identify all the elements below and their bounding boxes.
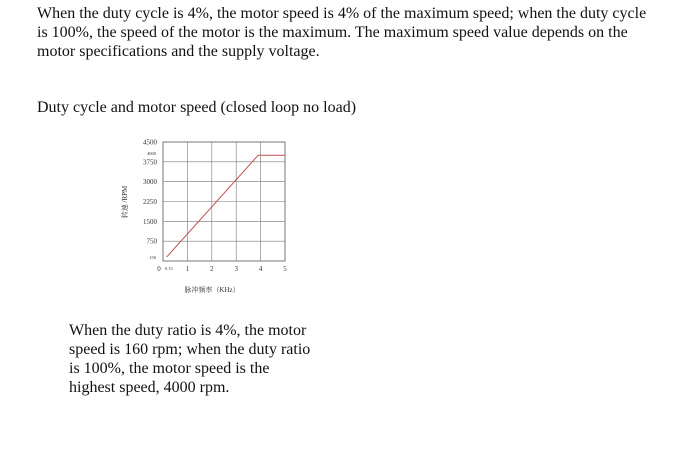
y-tick-label: 750 (146, 237, 157, 246)
x-tick-label: 3 (234, 265, 238, 273)
note-paragraph: When the duty ratio is 4%, the motor speed is 160 rpm; when the duty ratio is 100%, the motor speed is the highest speed, 4000 rpm. (69, 322, 311, 396)
series-line (167, 155, 285, 257)
y-tick-label: 3750 (143, 158, 157, 167)
duty-cycle-speed-chart (110, 132, 310, 302)
section-title: Duty cycle and motor speed (closed loop no load) (37, 99, 357, 116)
x-tick-label: 0 (157, 265, 161, 273)
y-tick-label: 150 (149, 255, 156, 261)
x-tick-label: 4 (258, 265, 263, 273)
y-ticks (143, 139, 158, 261)
x-tick-label: 5 (283, 265, 287, 273)
x-tick-label: 0.15 (164, 266, 173, 271)
y-tick-label: 4500 (143, 138, 157, 147)
x-tick-label: 2 (210, 265, 214, 273)
y-tick-label: 3000 (143, 178, 157, 187)
intro-paragraph: When the duty cycle is 4%, the motor speed is 4% of the maximum speed; when the duty cycle is 100%, the speed of the motor is the maximum. The maximum speed value depends on the motor specifications and the supply voltage. (37, 5, 647, 60)
x-ticks (157, 265, 287, 273)
x-tick-label: 1 (185, 265, 190, 273)
y-tick-label: 2250 (143, 198, 157, 206)
grid (163, 142, 285, 261)
x-axis-label: 脉冲频率（KHz） (184, 286, 240, 294)
y-tick-label: 1500 (143, 217, 157, 226)
y-tick-label: 4000 (147, 151, 156, 157)
y-axis-label: 转速 /RPM (121, 185, 129, 219)
